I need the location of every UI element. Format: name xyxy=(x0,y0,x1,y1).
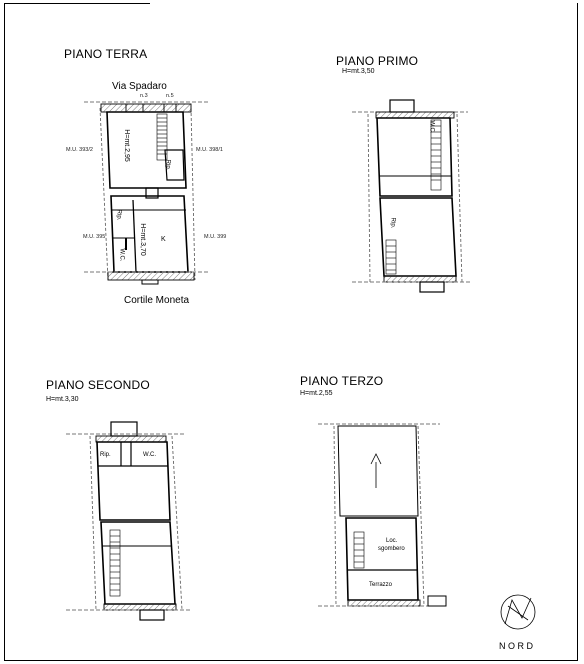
ground-front-height: H=mt.2,95 xyxy=(122,129,130,162)
third-loc-label-1: Loc. xyxy=(386,538,398,544)
second-floor-title: PIANO SECONDO xyxy=(46,378,150,392)
north-label: NORD xyxy=(499,641,536,651)
parcel-label-398-1: M.U. 398/1 xyxy=(196,147,223,153)
third-terrace-label: Terrazzo xyxy=(369,582,393,588)
parcel-label-393-2: M.U. 393/2 xyxy=(66,147,93,153)
street-name-bottom: Cortile Moneta xyxy=(124,295,190,306)
ground-floor-plan xyxy=(84,102,210,284)
ground-storage-front-label: Rip. xyxy=(164,159,171,171)
first-balcony xyxy=(390,100,414,112)
second-back-room xyxy=(101,522,175,604)
party-wall-left xyxy=(100,108,108,280)
ground-front-wall xyxy=(101,104,191,112)
second-floor-plan xyxy=(66,422,190,620)
second-storage-label: Rip. xyxy=(100,452,111,458)
third-floor-height: H=mt.2,55 xyxy=(300,390,333,397)
first-storage-label: Rip. xyxy=(389,217,396,229)
ground-kitchen-label: K xyxy=(161,236,166,243)
ground-back-wall xyxy=(108,272,194,280)
second-floor-height: H=mt.3,30 xyxy=(46,396,79,403)
third-loc-label-2: sgombero xyxy=(378,546,405,552)
third-roof-area xyxy=(338,426,418,516)
ground-floor-title: PIANO TERRA xyxy=(64,47,148,61)
third-floor-plan xyxy=(318,424,446,606)
first-rear-stair xyxy=(386,240,396,274)
house-number-3: n.3 xyxy=(140,93,148,99)
ground-wc-label: W.C. xyxy=(118,248,125,262)
house-number-5: n.5 xyxy=(166,93,174,99)
parcel-label-399: M.U. 399 xyxy=(204,234,227,240)
second-staircase xyxy=(110,530,120,596)
ground-storage-back-label: Rip. xyxy=(115,209,122,221)
first-floor-plan xyxy=(352,100,470,292)
party-wall-right xyxy=(191,108,195,280)
parcel-label-395: M.U. 395 xyxy=(83,234,106,240)
first-floor-height: H=mt.3,50 xyxy=(342,68,375,75)
first-floor-title: PIANO PRIMO xyxy=(336,54,419,68)
third-floor-title: PIANO TERZO xyxy=(300,374,384,388)
north-arrow-icon xyxy=(501,595,535,629)
street-name-top: Via Spadaro xyxy=(112,81,167,92)
third-staircase xyxy=(354,532,364,568)
second-rear-balcony xyxy=(140,610,164,620)
first-rear-balcony xyxy=(420,282,444,292)
first-wc-label: W.C. xyxy=(428,120,435,134)
ground-back-height: H=mt.3,70 xyxy=(138,223,146,256)
second-wc-label: W.C. xyxy=(143,452,156,458)
